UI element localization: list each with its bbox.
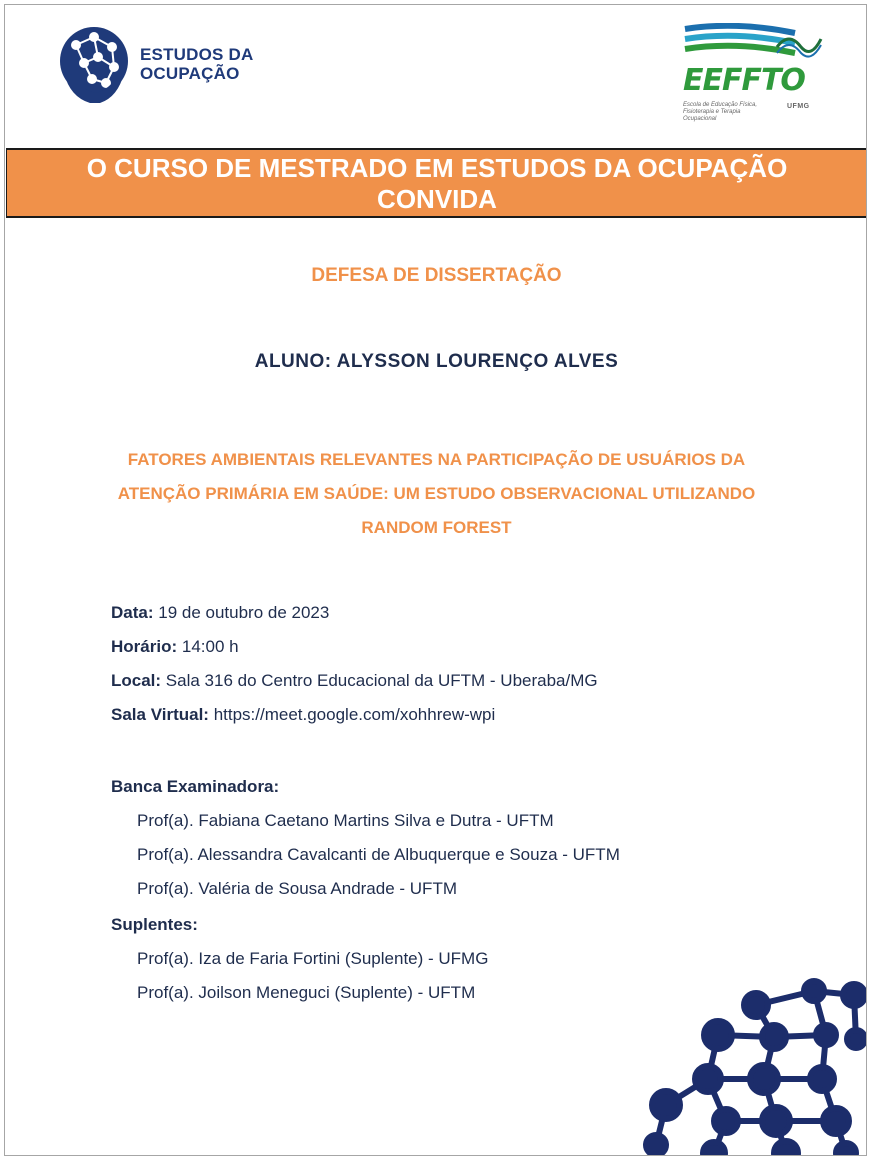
examining-board — [111, 777, 620, 1017]
local-value: Sala 316 do Centro Educacional da UFTM - Uberaba/MG — [165, 671, 598, 690]
title-banner — [6, 148, 867, 218]
logo-left-text — [140, 45, 253, 83]
wave-stripes-icon — [677, 23, 827, 65]
aluno-heading: ALUNO: ALYSSON LOURENÇO ALVES — [254, 351, 619, 372]
suplente-member: Prof(a). Iza de Faria Fortini (Suplente) - UFMG — [137, 949, 489, 968]
info-row-sala-virtual — [111, 705, 598, 739]
eeffto-subtitle: Escola de Educação Física, Fisioterapia e Terapia Ocupacional — [683, 102, 758, 122]
info-row-local — [111, 671, 598, 705]
banca-member: Prof(a). Valéria de Sousa Andrade - UFTM — [137, 879, 457, 898]
banca-member: Prof(a). Fabiana Caetano Martins Silva e Dutra - UFTM — [137, 811, 554, 830]
event-info — [111, 603, 598, 739]
suplente-member: Prof(a). Joilson Meneguci (Suplente) - UFTM — [137, 983, 476, 1002]
data-value: 19 de outubro de 2023 — [158, 603, 330, 622]
title-line1: FATORES AMBIENTAIS RELEVANTES NA PARTICIPAÇÃO DE USUÁRIOS DA — [127, 450, 746, 469]
network-hand-icon — [56, 23, 134, 107]
logo-left-line2: OCUPAÇÃO — [140, 64, 240, 83]
eeffto-brand: EEFFTO — [683, 63, 805, 98]
horario-label: Horário: — [111, 637, 178, 656]
banca-member: Prof(a). Alessandra Cavalcanti de Albuquerque e Souza - UFTM — [137, 845, 620, 864]
estudos-da-ocupacao-logo — [56, 23, 256, 107]
logo-left-line1: ESTUDOS DA — [140, 45, 254, 64]
sala-virtual-label: Sala Virtual: — [111, 705, 209, 724]
dissertation-title — [60, 443, 813, 545]
eeffto-logo — [677, 23, 827, 123]
banner-line1: O CURSO DE MESTRADO EM ESTUDOS DA OCUPAÇÃO — [86, 153, 788, 183]
invitation-page — [4, 4, 867, 1156]
data-label: Data: — [111, 603, 154, 622]
title-line2: ATENÇÃO PRIMÁRIA EM SAÚDE: UM ESTUDO OBSERVACIONAL UTILIZANDO — [117, 484, 756, 503]
defesa-heading: DEFESA DE DISSERTAÇÃO — [311, 265, 562, 286]
info-row-data — [111, 603, 598, 637]
banca-heading: Banca Examinadora: — [111, 777, 280, 796]
suplentes-heading: Suplentes: — [111, 915, 198, 934]
title-line3: RANDOM FOREST — [361, 518, 512, 537]
ufmg-tag: UFMG — [787, 103, 810, 110]
local-label: Local: — [111, 671, 162, 690]
sala-virtual-link[interactable]: https://meet.google.com/xohhrew-wpi — [213, 705, 496, 724]
banner-line2: CONVIDA — [377, 184, 497, 214]
horario-value: 14:00 h — [181, 637, 239, 656]
info-row-horario — [111, 637, 598, 671]
network-decoration-icon — [626, 975, 866, 1155]
